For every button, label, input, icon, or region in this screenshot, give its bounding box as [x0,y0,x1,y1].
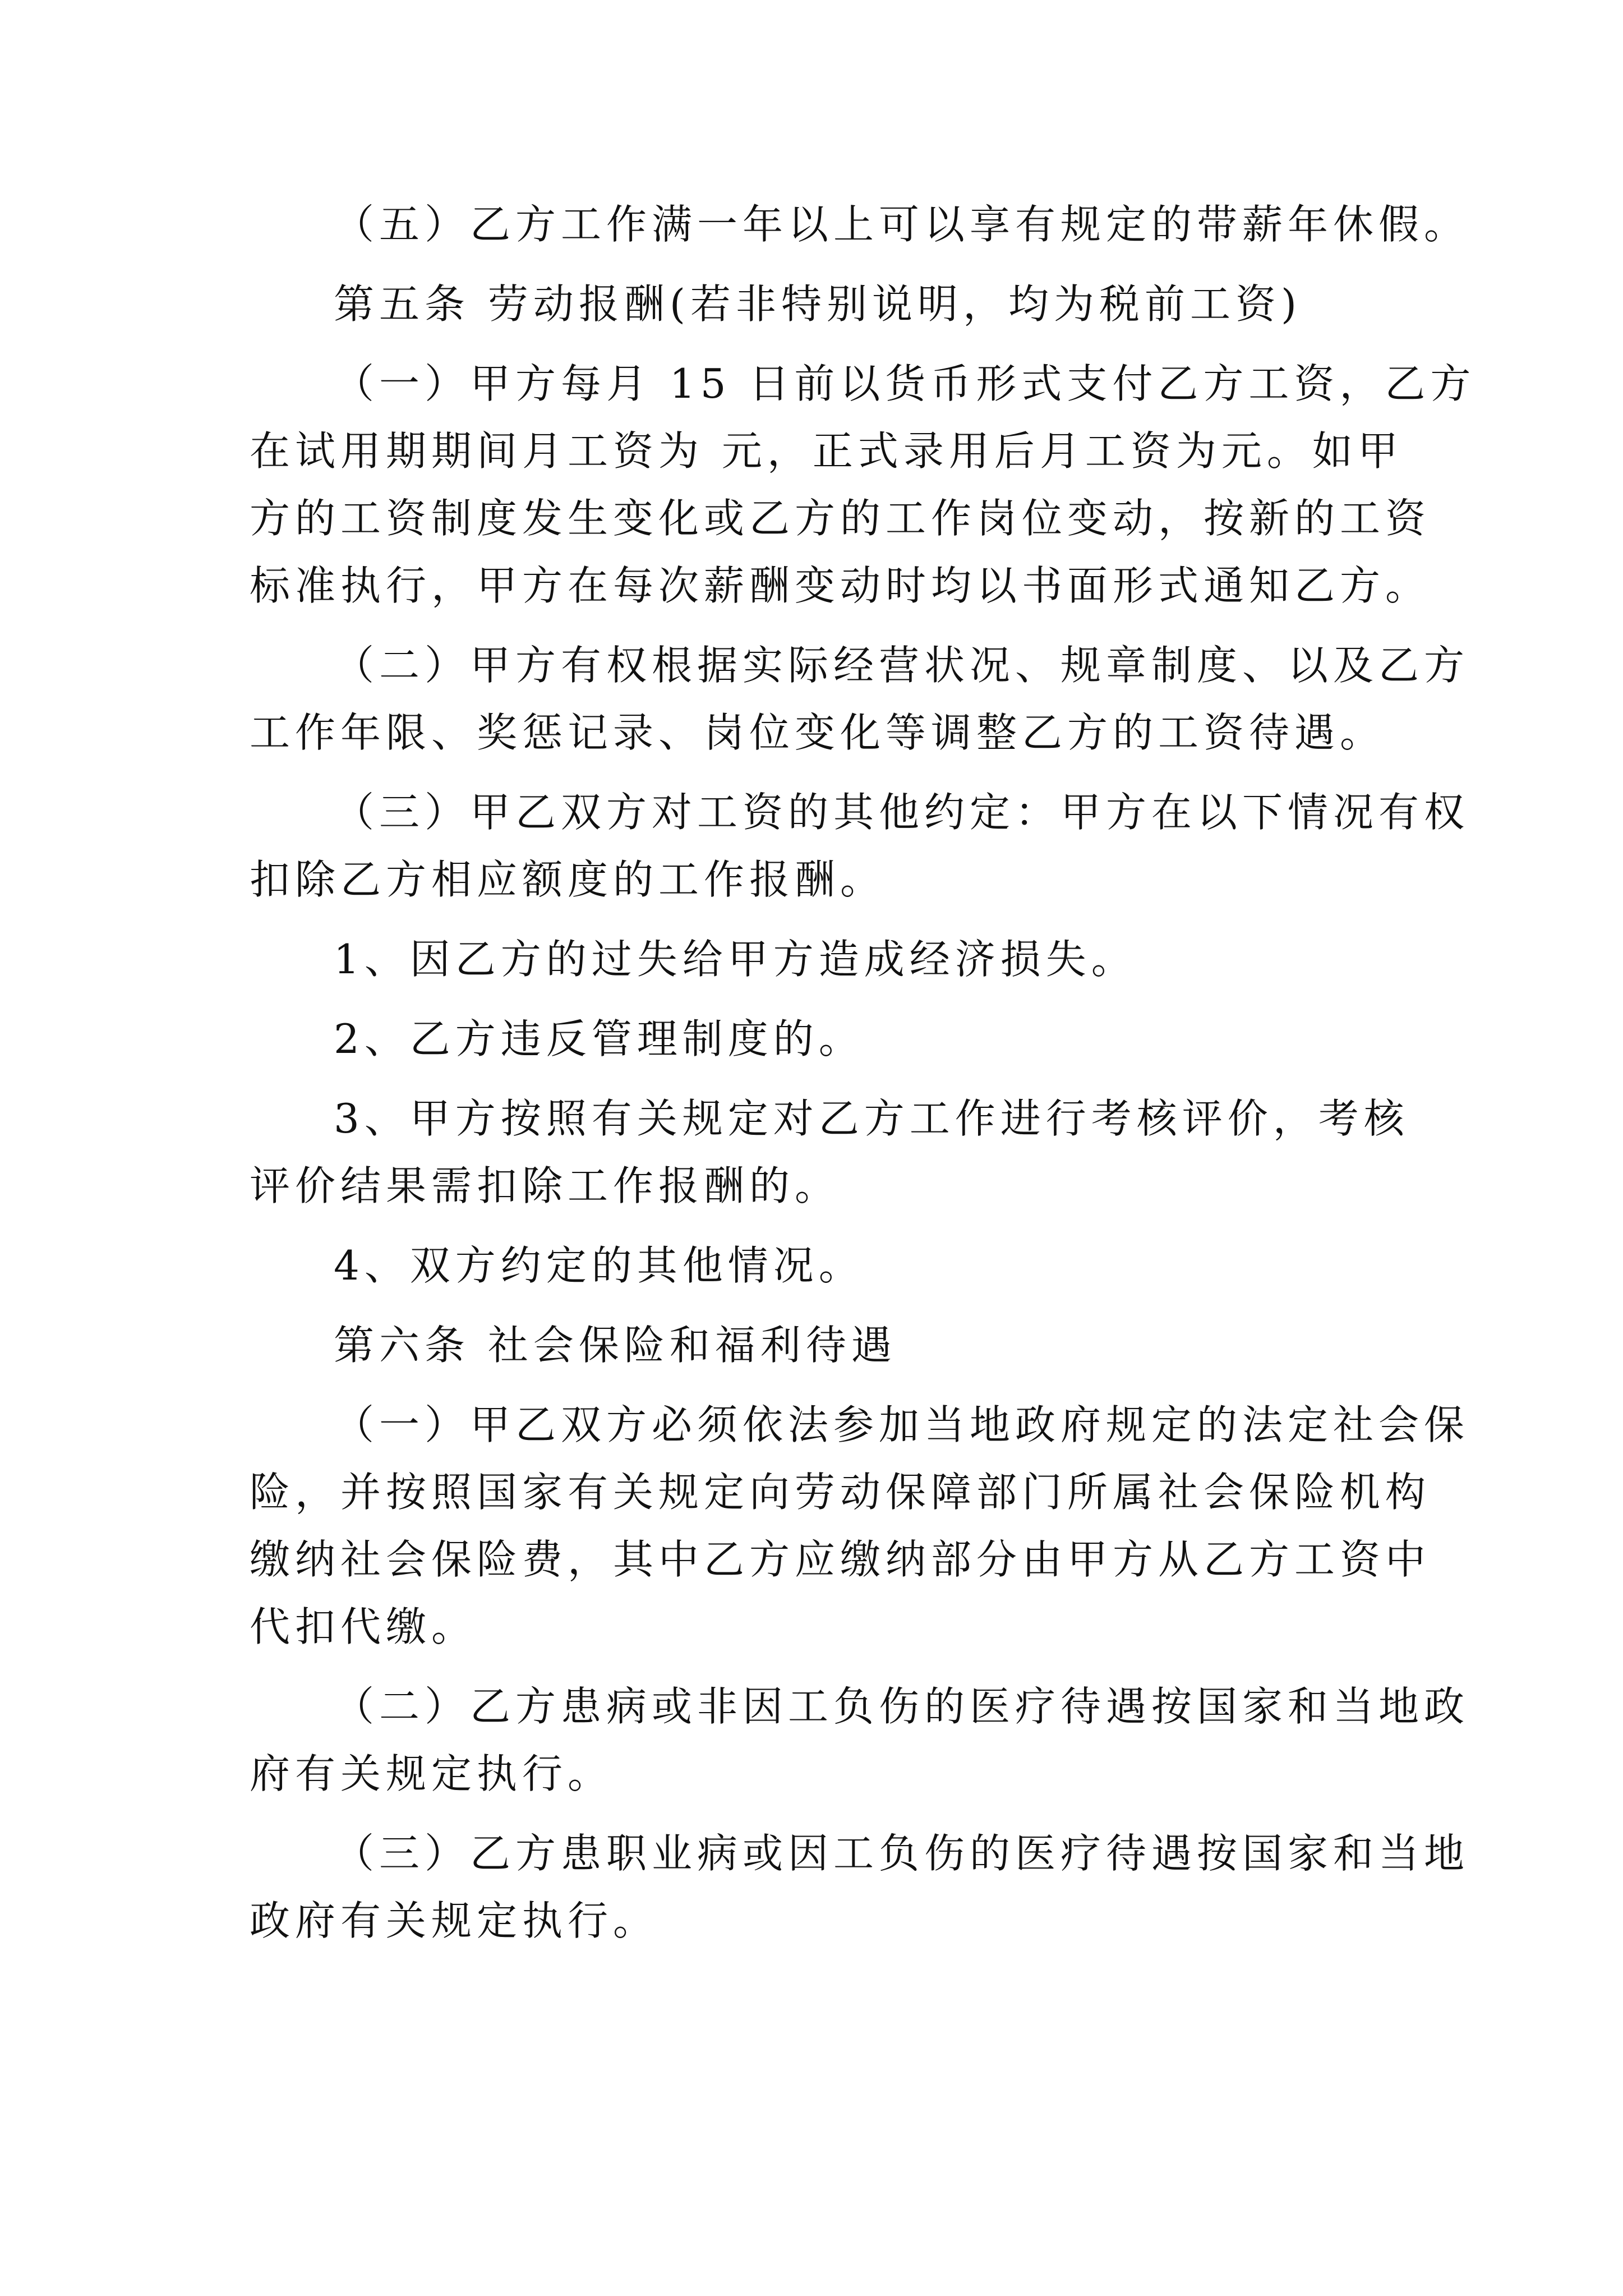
text-line: 4、双方约定的其他情况。 [334,1242,864,1289]
text-line: 代扣代缴。 [250,1603,477,1650]
paragraph-article5-clause-3 [250,779,1470,913]
text-line: 1、因乙方的过失给甲方造成经济损失。 [334,936,1137,983]
text-line: 缴纳社会保险费，其中乙方应缴纳部分由甲方从乙方工资中 [250,1536,1431,1583]
paragraph-article5-clause-1 [250,350,1476,619]
text-line: （三）甲乙双方对工资的其他约定：甲方在以下情况有权 [334,789,1470,836]
paragraph-article5-clause-2 [250,632,1470,766]
text-line: 政府有关规定执行。 [250,1897,659,1944]
text-line: 工作年限、奖惩记录、岗位变化等调整乙方的工资待遇。 [250,709,1386,756]
text-line: （二）甲方有权根据实际经营状况、规章制度、以及乙方 [334,642,1470,689]
text-line: 扣除乙方相应额度的工作报酬。 [250,856,886,903]
article-6-heading [250,1312,1388,1379]
document-body [250,191,1476,1954]
paragraph-article6-clause-2 [250,1673,1470,1807]
list-item-2 [250,1005,1388,1073]
text-line: （二）乙方患病或非因工负伤的医疗待遇按国家和当地政 [334,1683,1470,1730]
text-line: （五）乙方工作满一年以上可以享有规定的带薪年休假。 [334,201,1470,248]
text-line: 2、乙方违反管理制度的。 [334,1015,864,1062]
text-line: 府有关规定执行。 [250,1750,614,1797]
text-line: 标准执行，甲方在每次薪酬变动时均以书面形式通知乙方。 [250,562,1431,609]
text-line: 险，并按照国家有关规定向劳动保障部门所属社会保险机构 [250,1469,1431,1516]
list-item-1 [250,926,1388,993]
list-item-3 [250,1085,1409,1220]
text-line: （一）甲方每月 15 日前以货币形式支付乙方工资，乙方 [334,360,1476,407]
text-line: 第五条 劳动报酬(若非特别说明，均为税前工资) [334,280,1302,328]
paragraph-annual-leave [250,191,1470,258]
text-line: （一）甲乙双方必须依法参加当地政府规定的法定社会保 [334,1401,1470,1448]
paragraph-article6-clause-1 [250,1391,1470,1660]
text-line: 方的工资制度发生变化或乙方的工作岗位变动，按新的工资 [250,495,1431,542]
text-line: 评价结果需扣除工作报酬的。 [250,1162,841,1209]
text-line: 第六条 社会保险和福利待遇 [334,1322,897,1369]
list-item-4 [250,1232,1388,1299]
paragraph-article6-clause-3 [250,1820,1470,1954]
text-line: 3、甲方按照有关规定对乙方工作进行考核评价，考核 [334,1095,1409,1142]
text-line: （三）乙方患职业病或因工负伤的医疗待遇按国家和当地 [334,1830,1470,1877]
article-5-heading [250,270,1388,338]
text-line: 在试用期期间月工资为 元，正式录用后月工资为元。如甲 [250,427,1403,475]
